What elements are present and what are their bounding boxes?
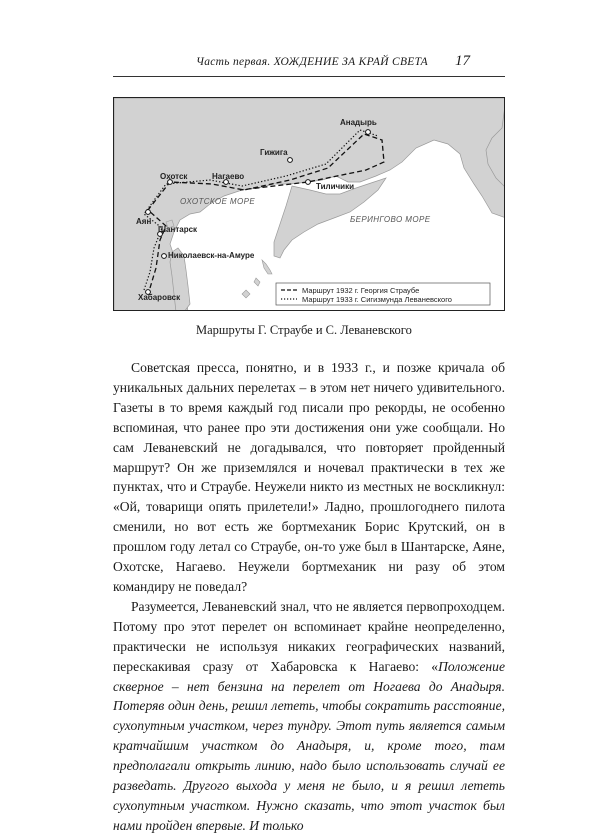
label-nikolaevsk: Николаевск-на-Амуре [168,251,255,260]
marker-gizhiga [288,158,293,163]
label-shantarsk: Шантарск [158,225,198,234]
label-gizhiga: Гижига [260,148,288,157]
label-tilichiki: Тиличики [316,182,354,191]
map-legend [276,283,490,305]
paragraph-1: Советская пресса, понятно, и в 1933 г., и позже кричала об уникальных дальних перелетах – в этом нет ничего удивительного. Газеты в то время каждый год писали про рекорды, не особенно вспоминая, что ранее про эти достижения они уже сообщали. Но сам Леваневский не догадывался, что повторяет пройденный маршрут? Он же приземлялся и ночевал практически в тех же пунктах, что и Страубе. Неужели никто из местных не воскликнул: «Ой, товарищи опять прилетели!» Ладно, прошлогоднего пилота сменили, но вот есть же бортмеханик Борис Крутский, он в прошлом году летал со Страубе, он-то уже был в Шантарске, Аяне, Охотске, Нагаево. Неужели бортмеханик ни разу об этом командиру не поведал? [113,360,505,594]
label-khabarovsk: Хабаровск [138,293,181,302]
legend-route-1932: Маршрут 1932 г. Георгия Страубе [302,286,420,295]
paragraph-2-plain: Разумеется, Леваневский знал, что не является первопроходцем. Потому про этот перелет он вспоминает крайне неопределенно, практически не используя никаких географических названий, перескакивая сразу от Хабаровска к Нагаево: « [113,598,505,674]
label-okhotsk: Охотск [160,172,188,181]
marker-ayan [146,210,151,215]
route-map [113,97,505,311]
paragraph-2 [113,597,505,836]
figure-caption: Маршруты Г. Страубе и С. Леваневского [196,323,412,337]
label-nagaevo: Нагаево [212,172,245,181]
header-rule [113,76,505,77]
body-text [113,358,505,836]
legend-route-1933: Маршрут 1933 г. Сигизмунда Леваневского [302,295,452,304]
running-title: Часть первая. ХОЖДЕНИЕ ЗА КРАЙ СВЕТА [196,56,428,68]
route-map-svg [114,98,505,311]
label-anadyr: Анадырь [340,118,377,127]
label-okhotsk-sea: ОХОТСКОЕ МОРЕ [180,197,256,206]
marker-anadyr [366,130,371,135]
paragraph-2-quote: Положение скверное – нет бензина на перелет от Ногаева до Анадыря. Потеряв один день, решил лететь, чтобы сократить расстояние, сухопутным участком, через тундру. Этот путь является самым кратчайшим участком до Анадыря, и, кроме того, там предполагали открыть линию, надо было использовать случай ее разведать. Другого выхода у меня не было, и я решил лететь сухопутным участком. Нужно сказать, что этот участок был нами пройден впервые. И только [113,658,505,833]
label-bering-sea: БЕРИНГОВО МОРЕ [350,215,431,224]
kuril-islands [242,260,272,298]
marker-nikolaevsk [162,254,167,259]
marker-tilichiki [306,180,311,185]
page-number: 17 [455,53,470,69]
label-ayan: Аян [136,217,152,226]
